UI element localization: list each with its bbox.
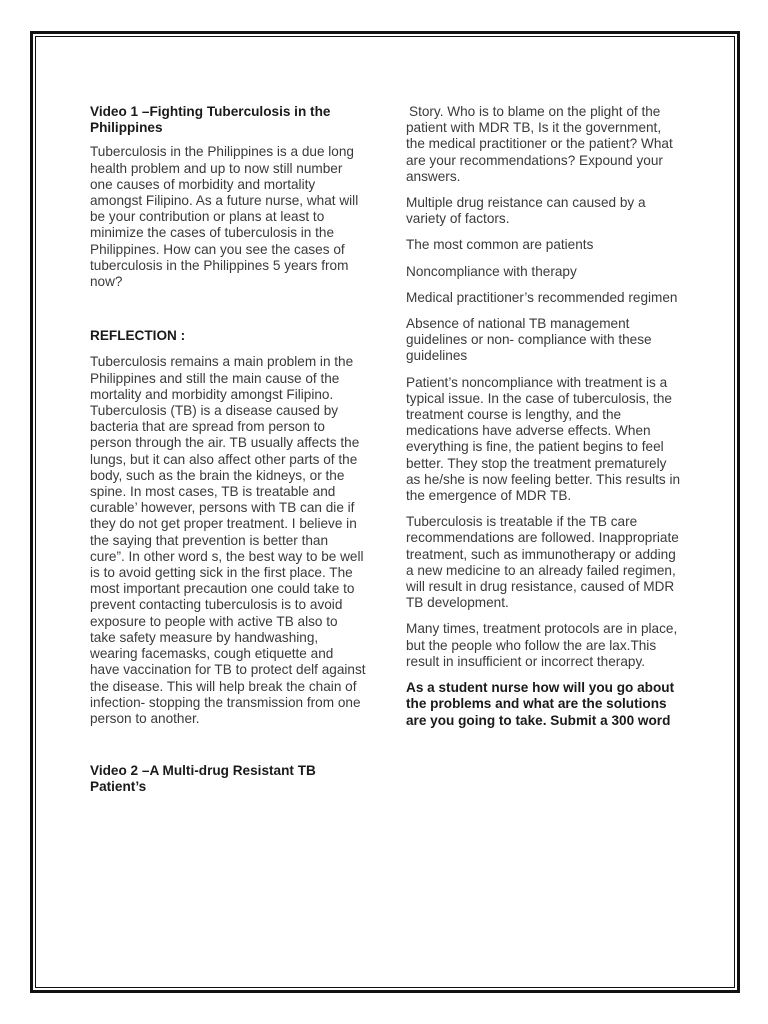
video1-body: Tuberculosis in the Philippines is a due long health problem and up to now still number one causes of morbidity and mortality amongst Filipino. As a future nurse, what will be your contribution or plans at least to minimize the cases of tuberculosis in the Philippines. How can you see the cases of tuberculosis in the Philippines 5 years from now? <box>90 144 359 290</box>
paragraph-8: Many times, treatment protocols are in place, but the people who follow the are lax.This result in insufficient or incorrect therapy. <box>406 621 678 669</box>
reflection-title: REFLECTION : <box>90 328 186 344</box>
paragraph-5: Absence of national TB management guidelines or non- compliance with these guidelines <box>406 316 652 364</box>
paragraph-3: Noncompliance with therapy <box>406 263 577 279</box>
story-paragraph: Story. Who is to blame on the plight of the patient with MDR TB, Is it the government, the medical practitioner or the patient? What are your recommendations? Expound your answers. <box>406 104 673 184</box>
assignment-question: As a student nurse how will you go about the problems and what are the solutions are you going to take. Submit a 300 word <box>406 680 675 728</box>
paragraph-4: Medical practitioner’s recommended regimen <box>406 289 678 305</box>
right-column <box>406 104 682 729</box>
reflection-body: Tuberculosis remains a main problem in the Philippines and still the main cause of the mortality and morbidity amongst Filipino. Tuberculosis (TB) is a disease caused by bacteria that are spread from person to person through the air. TB usually affects the lungs, but it can also affect other parts of the body, such as the brain the kidneys, or the spine. In most cases, TB is treatable and curable’ however, persons with TB can die if they do not get proper treatment. I believe in the saying that prevention is better than cure”. In other word s, the best way to be well is to avoid getting sick in the first place. The most important precaution one could take to prevent contacting tuberculosis is to avoid exposure to people with active TB also to take safety measure by handwashing, wearing facemasks, cough etiquette and have vaccination for TB to protect delf against the disease. This will help break the chain of infection- stopping the transmission from one person to another. <box>90 354 366 726</box>
paragraph-2: The most common are patients <box>406 237 594 253</box>
paragraph-1: Multiple drug reistance can caused by a variety of factors. <box>406 195 646 227</box>
paragraph-7: Tuberculosis is treatable if the TB care recommendations are followed. Inappropriate treatment, such as immunotherapy or adding a new medicine to an already failed regimen, will result in drug resistance, caused of MDR TB development. <box>406 514 679 611</box>
paragraph-6: Patient’s noncompliance with treatment is a typical issue. In the case of tuberculosis, the treatment course is lengthy, and the medications have adverse effects. When everything is fine, the patient begins to feel better. They stop the treatment prematurely as he/she is now feeling better. This results in the emergence of MDR TB. <box>406 374 681 504</box>
video1-title: Video 1 –Fighting Tuberculosis in the Philippines <box>90 104 331 136</box>
video2-title: Video 2 –A Multi-drug Resistant TB Patient’s <box>90 763 316 795</box>
left-column <box>90 104 366 796</box>
